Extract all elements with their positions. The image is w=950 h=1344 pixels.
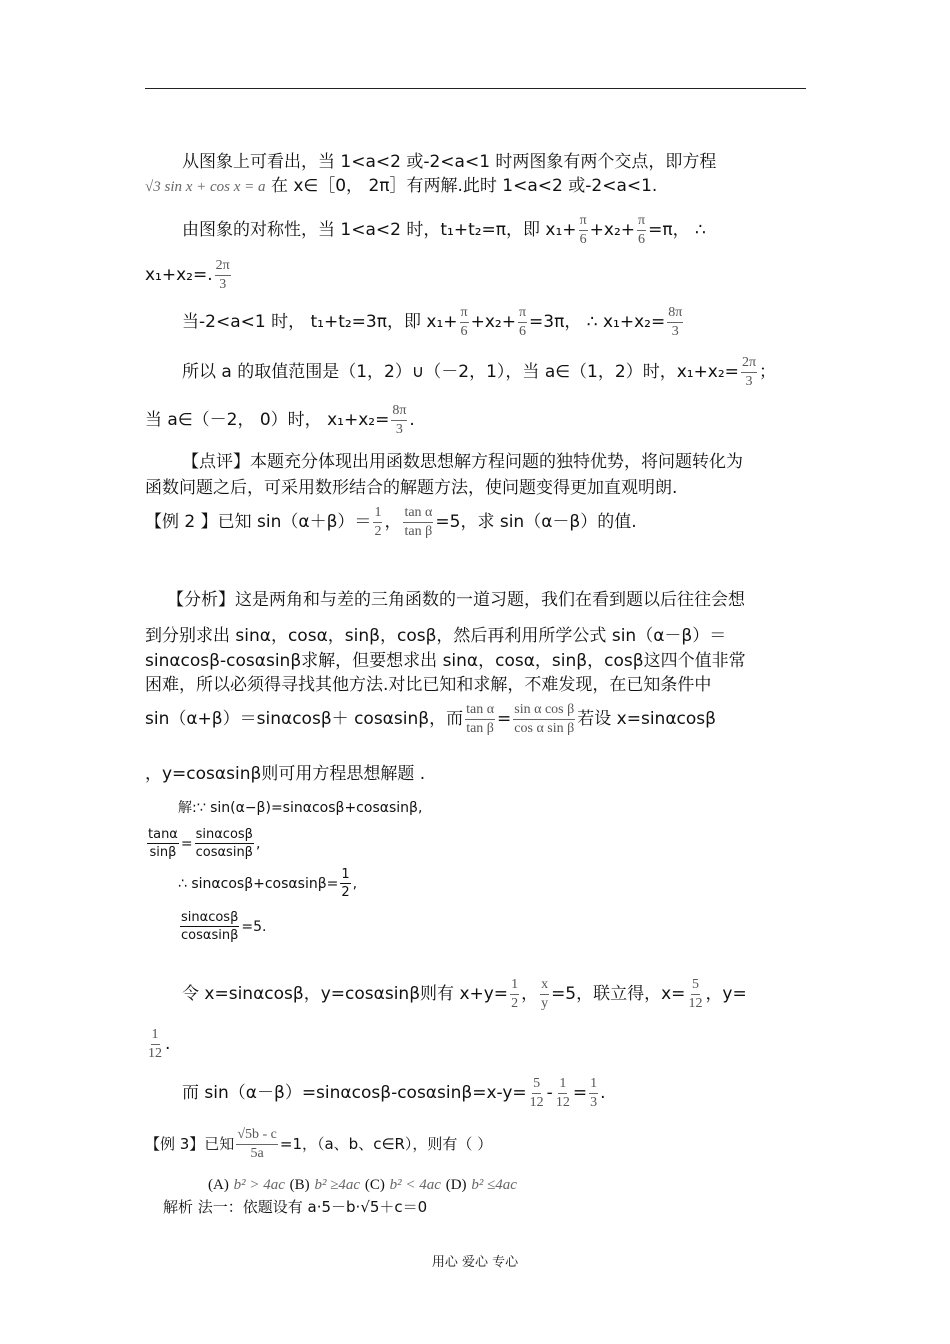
equation: √3 sin x + cos x = a (145, 179, 266, 195)
paragraph-line (145, 1022, 806, 1066)
fraction: $\frac{8\pi}{3}$ (392, 402, 407, 437)
text: = (497, 709, 512, 729)
fraction: $\frac{1}{12}$ (148, 1026, 162, 1061)
text: 当 a∈（－2， 0）时， x₁+x₂= (145, 410, 390, 430)
text: ，y= (705, 984, 747, 1004)
solution-line (178, 909, 266, 944)
option-a-label: (A) (208, 1177, 229, 1193)
text: . (409, 410, 415, 430)
text: =5，求 sin（α－β）的值. (435, 512, 637, 532)
text: 由图象的对称性，当 1<a<2 时，t₁+t₂=π，即 x₁+ (182, 220, 577, 240)
text: ； (759, 362, 777, 382)
text: - (546, 1083, 553, 1103)
paragraph-line: sinαcosβ-cosαsinβ求解，但要想求出 sinα，cosα，sinβ，cosβ这四个值非常 (145, 651, 746, 671)
solution-line: 解:∵ sin(α−β)=sinαcosβ+cosαsinβ, (178, 800, 423, 816)
fraction: $\frac{5}{12}$ (529, 1075, 544, 1110)
text: 令 x=sinαcosβ，y=cosαsinβ则有 x+y= (182, 984, 509, 1004)
fraction: $\frac{\text{tan α}}{\text{tan β}}$ (404, 504, 433, 539)
fraction: $\frac{2\pi}{3}$ (741, 354, 757, 389)
text: , (255, 835, 261, 852)
text: 若设 x=sinαcosβ (577, 709, 716, 729)
text: =1，（a、b、c∈R），则有（ ） (279, 1135, 493, 1153)
header-rule (145, 88, 806, 89)
fraction: $\frac{8\pi}{3}$ (668, 304, 683, 339)
fraction: $\frac{1}{2}$ (341, 867, 350, 900)
text: . (165, 1034, 171, 1054)
paragraph-line: 从图象上可看出，当 1<a<2 或-2<a<1 时两图象有两个交点，即方程 (182, 152, 717, 172)
fraction: $\frac{1}{3}$ (590, 1075, 598, 1110)
text: , (352, 875, 358, 892)
fraction: $\frac{1}{2}$ (511, 976, 519, 1011)
text: = (180, 835, 193, 852)
paragraph-line: 困难，所以必须得寻找其他方法.对比已知和求解，不难发现，在已知条件中 (145, 675, 712, 695)
paragraph-line (145, 350, 843, 394)
fraction: $\frac{x}{y}$ (541, 976, 549, 1011)
text: =3π， ∴ x₁+x₂= (529, 312, 666, 332)
text: 而 sin（α－β）=sinαcosβ-cosαsinβ=x-y= (182, 1083, 527, 1103)
paragraph-line: ，y=cosαsinβ则可用方程思想解题 . (145, 764, 426, 784)
paragraph-line (145, 174, 806, 199)
fraction: $\frac{√5b - c}{5a}$ (237, 1126, 277, 1161)
option-d-expression: b² ≤4ac (471, 1177, 517, 1193)
paragraph-line (145, 300, 843, 344)
fraction: $\frac{\pi}{6}$ (638, 212, 646, 247)
text: +x₂+ (589, 220, 636, 240)
paragraph-line: 【点评】本题充分体现出用函数思想解方程问题的独特优势，将问题转化为 (182, 452, 743, 472)
fraction: $\frac{\text{tan α}}{\text{tan β}}$ (466, 701, 495, 736)
text: = (572, 1083, 588, 1103)
paragraph-line (145, 1071, 843, 1115)
text: =5，联立得，x= (551, 984, 686, 1004)
fraction: $\frac{1}{12}$ (555, 1075, 570, 1110)
paragraph-line (145, 972, 843, 1016)
example-heading (145, 500, 806, 544)
option-c-label: (C) (364, 1177, 385, 1193)
text: 【例 3】已知 (145, 1135, 235, 1153)
paragraph-line (145, 253, 806, 297)
fraction: $\frac{\text{sin α cos β}}{\text{cos α sin β}}$ (514, 701, 575, 736)
text: 当-2<a<1 时， t₁+t₂=3π，即 x₁+ (182, 312, 458, 332)
fraction: $\frac{2\pi}{3}$ (215, 257, 230, 292)
option-d-label: (D) (445, 1177, 467, 1193)
text: ， (384, 512, 402, 532)
paragraph-line (145, 697, 806, 741)
fraction: $\frac{\tan\alpha}{\sin\beta}$ (148, 827, 178, 860)
paragraph-line: 到分别求出 sinα，cosα，sinβ，cosβ，然后再利用所学公式 sin（α－β）＝ (145, 626, 727, 646)
page-footer: 用心 爱心 专心 (431, 1255, 519, 1270)
solution-line (145, 826, 260, 861)
fraction: $\frac{\sin\alpha\cos\beta}{\cos\alpha\sin\beta}$ (181, 910, 239, 943)
option-a-expression: b² > 4ac (233, 1177, 285, 1193)
option-b-label: (B) (289, 1177, 310, 1193)
text: ∴ sinαcosβ+cosαsinβ= (178, 875, 339, 892)
text: =5. (241, 918, 267, 935)
fraction: $\frac{1}{2}$ (374, 504, 382, 539)
paragraph-line: 函数问题之后，可采用数形结合的解题方法，使问题变得更加直观明朗. (145, 478, 678, 498)
option-c-expression: b² < 4ac (389, 1177, 441, 1193)
solution-line (178, 866, 357, 901)
paragraph-line (145, 398, 806, 442)
text: 所以 a 的取值范围是（1，2）∪（－2，1），当 a∈（1，2）时，x₁+x₂= (182, 362, 739, 382)
fraction: $\frac{\sin\alpha\cos\beta}{\cos\alpha\sin\beta}$ (195, 827, 253, 860)
text: x₁+x₂=. (145, 265, 213, 285)
example-heading (145, 1122, 806, 1166)
text: 【例 2 】已知 sin（α＋β）＝ (145, 512, 372, 532)
fraction: $\frac{\pi}{6}$ (579, 212, 587, 247)
text: . (600, 1083, 606, 1103)
paragraph-line: 【分析】这是两角和与差的三角函数的一道习题，我们在看到题以后往往会想 (167, 590, 745, 610)
options-line (208, 1172, 869, 1197)
paragraph-line (145, 208, 843, 252)
text: ， (521, 984, 539, 1004)
fraction: $\frac{\pi}{6}$ (460, 304, 468, 339)
fraction: $\frac{5}{12}$ (688, 976, 703, 1011)
option-b-expression: b² ≥4ac (314, 1177, 361, 1193)
text: =π， ∴ (648, 220, 706, 240)
paragraph-line: 解析 法一：依题设有 a·5－b·√5＋c＝0 (163, 1198, 428, 1216)
text: +x₂+ (470, 312, 516, 332)
text: sin（α+β）＝sinαcosβ＋ cosαsinβ，而 (145, 709, 464, 729)
text: 在 x∈［0， 2π］有两解.此时 1<a<2 或-2<a<1. (270, 176, 658, 196)
fraction: $\frac{\pi}{6}$ (518, 304, 527, 339)
